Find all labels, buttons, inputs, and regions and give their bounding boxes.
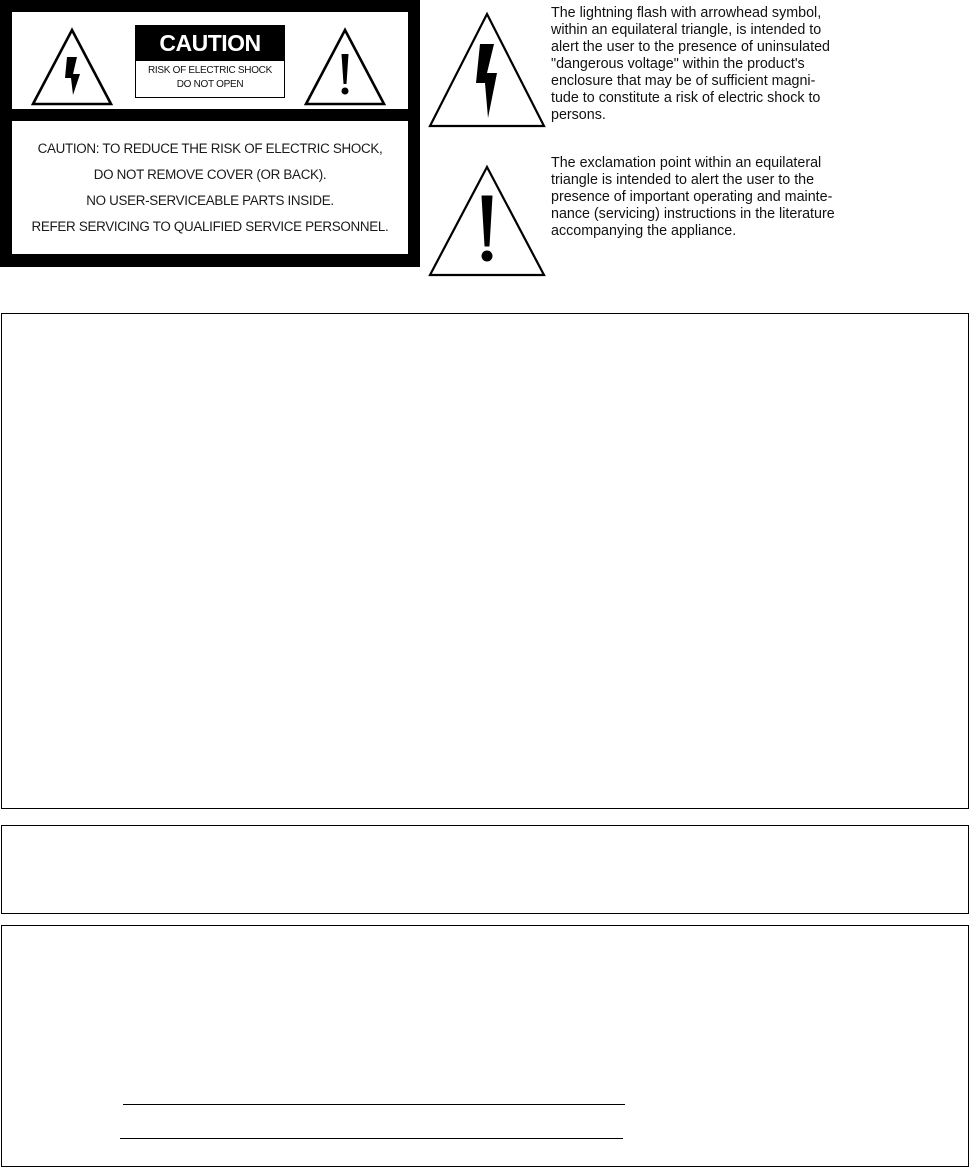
- lightning-symbol-description: The lightning flash with arrowhead symbol, within an equilateral triangle, is intended to alert the user to the presence of uninsulated "dangerous voltage" within the product's enclosure that may be of sufficient magni- tude to constitute a risk of electric shock to persons.: [551, 5, 830, 123]
- exclamation-triangle-icon: [300, 24, 390, 109]
- record-box: [1, 925, 969, 1167]
- warning-line: DO NOT REMOVE COVER (OR BACK).: [93, 166, 327, 182]
- warning-line: NO USER-SERVICEABLE PARTS INSIDE.: [86, 192, 334, 208]
- caution-label-header: [12, 12, 408, 109]
- lightning-triangle-icon: [27, 24, 117, 109]
- caution-label: [0, 0, 420, 267]
- caution-warning-text: [12, 121, 408, 254]
- caution-subtext: [136, 64, 284, 92]
- caution-heading: CAUTION: [136, 26, 284, 61]
- blank-fill-line[interactable]: [120, 1138, 623, 1139]
- caution-sub-line-2: DO NOT OPEN: [176, 79, 244, 90]
- lightning-triangle-icon: [427, 10, 547, 130]
- notice-box-small: [1, 825, 969, 914]
- caution-sub-line-1: RISK OF ELECTRIC SHOCK: [148, 65, 272, 76]
- warning-line: CAUTION: TO REDUCE THE RISK OF ELECTRIC SHOCK,: [37, 140, 383, 156]
- warning-line: REFER SERVICING TO QUALIFIED SERVICE PERSONNEL.: [31, 218, 389, 234]
- blank-fill-line[interactable]: [123, 1104, 625, 1105]
- notice-box-large: [1, 313, 969, 809]
- caution-panel: [135, 25, 285, 98]
- exclamation-symbol-description: The exclamation point within an equilateral triangle is intended to alert the user to the presence of important operating and mainte- nance (servicing) instructions in the literature accompanying the appliance.: [551, 155, 835, 239]
- exclamation-triangle-icon: [427, 163, 547, 279]
